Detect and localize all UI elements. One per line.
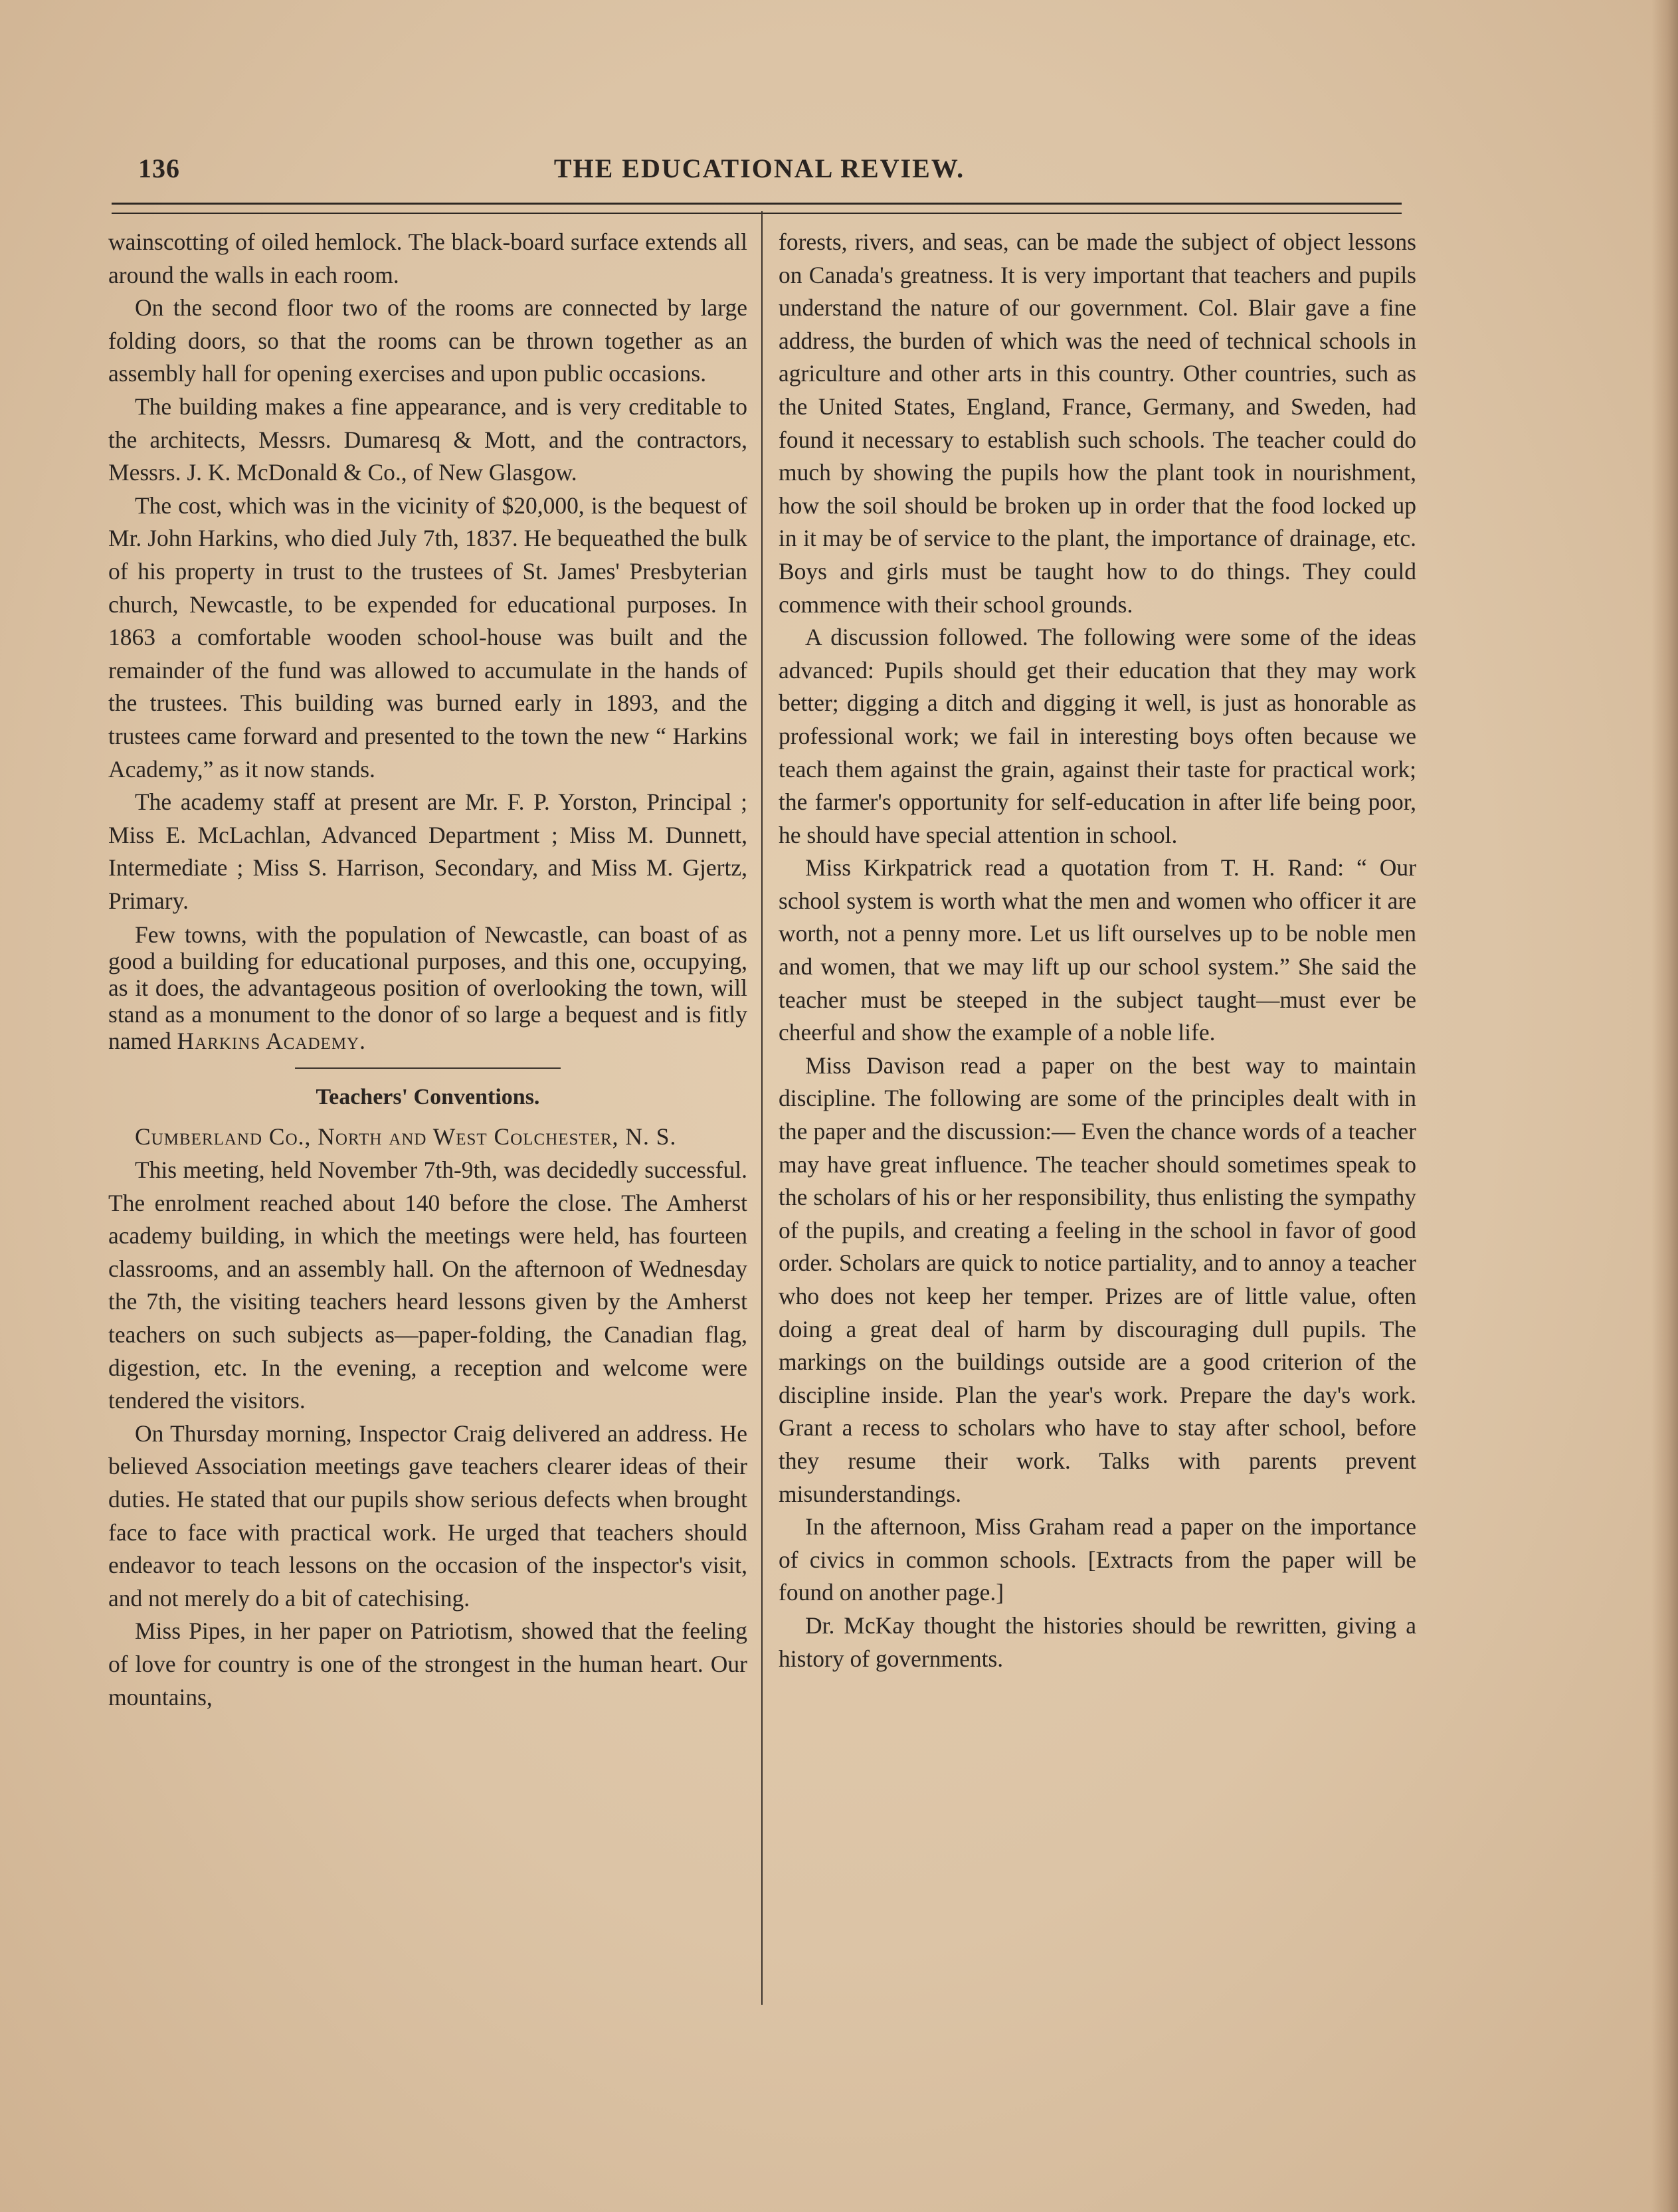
right-column: [779, 226, 1416, 1675]
paragraph: A discussion followed. The following were some of the ideas advanced: Pupils should get their education that they may work better; digging a ditch and digging it well, is just as honorable as professional work; we fail in interesting boys often because we teach them against the grain, against their taste for practical work; the farmer's opportunity for self-education in after life being poor, he should have special attention in school.: [779, 624, 1416, 848]
paragraph: Dr. McKay thought the histories should be rewritten, giving a history of governments.: [779, 1612, 1416, 1672]
page-number: 136: [138, 153, 180, 183]
paragraph: This meeting, held November 7th-9th, was decidedly successful. The enrolment reached about 140 before the close. The Amherst academy building, in which the meetings were held, has fourteen classrooms, and an assembly hall. On the afternoon of Wednesday the 7th, the visiting teachers heard lessons given by the Amherst teachers on such subjects as—paper-folding, the Canadian flag, digestion, etc. In the evening, a reception and welcome were tendered the visitors.: [108, 1156, 747, 1414]
academy-name: Harkins Academy.: [177, 1028, 366, 1055]
paragraph: The building makes a fine appearance, and is very creditable to the architects, Messrs. Dumaresq & Mott, and the contractors, Messrs. J. K. McDonald & Co., of New Glasgow.: [108, 393, 747, 486]
paragraph: The cost, which was in the vicinity of $20,000, is the bequest of Mr. John Harkins, who died July 7th, 1837. He bequeathed the bulk of his property in trust to the trustees of St. James' Presbyterian church, Newcastle, to be expended for educational purposes. In 1863 a comfortable wooden school-house was built and the remainder of the fund was allowed to accumulate in the hands of the trustees. This building was burned early in 1893, and the trustees came forward and presented to the town the new “ Harkins Academy,” as it now stands.: [108, 492, 747, 783]
closing-text: Few towns, with the population of Newcastle, can boast of as good a building for educational purposes, and this one, occupying, as it does, the advantageous position of overlooking the town, will stand as a monument to the donor of so large a bequest and is fitly named: [108, 921, 747, 1055]
paragraph: Miss Davison read a paper on the best way to maintain discipline. The following are some of the principles dealt with in the paper and the discussion:— Even the chance words of a teacher may have great influence. The teacher should sometimes speak to the scholars of his or her responsibility, thus enlisting the sympathy of the pupils, and creating a feeling in the school in favor of good order. Scholars are quick to notice partiality, and to annoy a teacher who does not keep her temper. Prizes are of little value, often doing a great deal of harm by discouraging dull pupils. The markings on the buildings outside are a good criterion of the discipline inside. Plan the year's work. Prepare the day's work. Grant a recess to scholars who have to stay after school, before they resume their work. Talks with parents prevent misunderstandings.: [779, 1052, 1416, 1507]
running-head: [112, 147, 1407, 187]
paragraph: In the afternoon, Miss Graham read a paper on the importance of civics in common schools. [Extracts from the paper will be found on another page.]: [779, 1513, 1416, 1606]
section-heading: Teachers' Conventions.: [316, 1085, 540, 1110]
section-subheading: Cumberland Co., North and West Colchester, N. S.: [135, 1123, 677, 1151]
paragraph: On the second floor two of the rooms are connected by large folding doors, so that the rooms can be thrown together as an assembly hall for opening exercises and upon public occasions.: [108, 294, 747, 387]
journal-title: THE EDUCATIONAL REVIEW.: [553, 153, 965, 183]
paragraph: Miss Pipes, in her paper on Patriotism, showed that the feeling of love for country is one of the strongest in the human heart. Our mountains,: [108, 1617, 747, 1710]
paragraph: wainscotting of oiled hemlock. The black-board surface extends all around the walls in each room.: [108, 229, 747, 288]
paragraph: The academy staff at present are Mr. F. P. Yorston, Principal ; Miss E. McLachlan, Advanced Department ; Miss M. Dunnett, Intermediate ; Miss S. Harrison, Secondary, and Miss M. Gjertz, Primary.: [108, 788, 747, 914]
header-rule: [112, 203, 1402, 214]
column-divider: [761, 211, 763, 2005]
left-column: [108, 226, 747, 1714]
closing-paragraph: [108, 921, 747, 1054]
section-divider: [295, 1067, 561, 1069]
paragraph: On Thursday morning, Inspector Craig delivered an address. He believed Association meetings gave teachers clearer ideas of their duties. He stated that our pupils show serious defects when brought face to face with practical work. He urged that teachers should endeavor to teach lessons on the occasion of the inspector's visit, and not merely do a bit of catechising.: [108, 1420, 747, 1612]
paragraph: forests, rivers, and seas, can be made the subject of object lessons on Canada's greatness. It is very important that teachers and pupils understand the nature of our government. Col. Blair gave a fine address, the burden of which was the need of technical schools in agriculture and other arts in this country. Other countries, such as the United States, England, France, Germany, and Sweden, had found it necessary to establish such schools. The teacher could do much by showing the pupils how the plant took in nourishment, how the soil should be broken up in order that the food locked up in it may be of service to the plant, the importance of drainage, etc. Boys and girls must be taught how to do things. They could commence with their school grounds.: [779, 229, 1416, 618]
paragraph: Miss Kirkpatrick read a quotation from T. H. Rand: “ Our school system is worth what the men and women who officer it are worth, not a penny more. Let us lift ourselves up to be noble men and women, that we may lift up our school system.” She said the teacher must be steeped in the subject taught—must ever be cheerful and show the example of a noble life.: [779, 854, 1416, 1046]
